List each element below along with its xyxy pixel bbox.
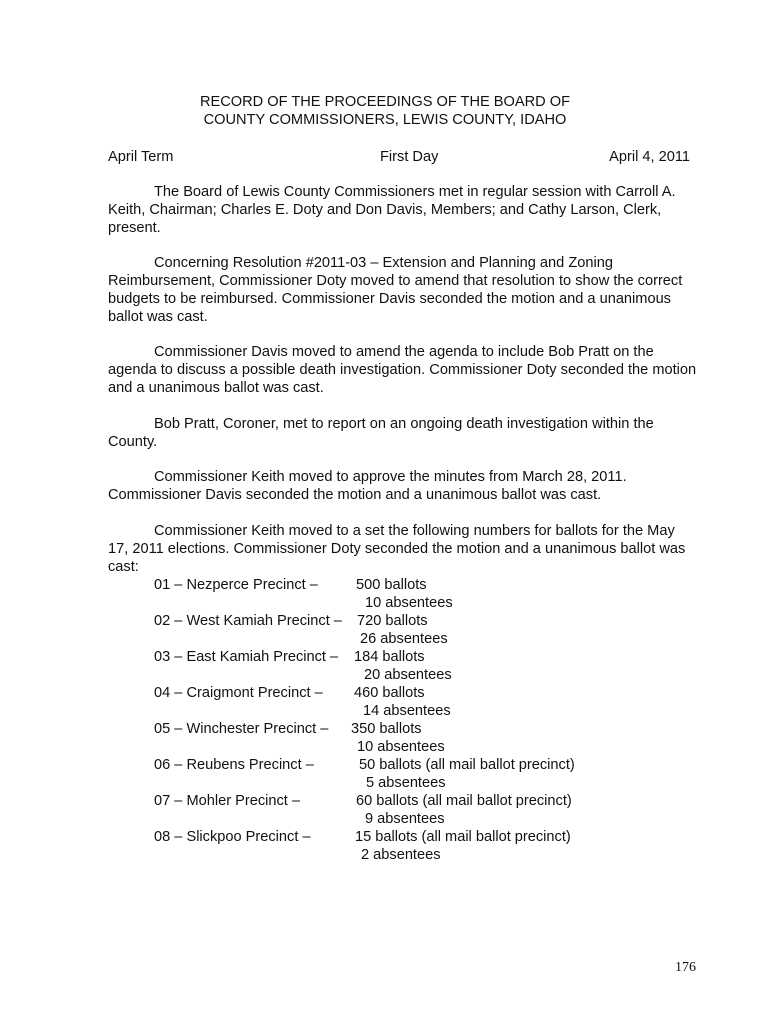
- precinct-absentee-row: [0, 702, 770, 720]
- precinct-name: 03 – East Kamiah Precinct –: [154, 649, 339, 665]
- paragraph-attendance: The Board of Lewis County Commissioners met in regular session with Carroll A. Keith, Chairman; Charles E. Doty and Don Davis, Members; and Cathy Larson, Clerk, present.: [108, 184, 676, 236]
- precinct-absentees: 2 absentees: [361, 847, 441, 863]
- precinct-absentees: 10 absentees: [365, 595, 453, 611]
- term-row: [108, 148, 690, 166]
- page-number: 176: [675, 960, 696, 975]
- precinct-ballots: 184 ballots: [354, 649, 425, 665]
- precinct-row: [0, 756, 770, 774]
- precinct-absentee-row: [0, 594, 770, 612]
- paragraph-resolution: Concerning Resolution #2011-03 – Extension and Planning and Zoning Reimbursement, Commissioner Doty moved to amend that resolution to show the correct budgets to be reimbursed. Commissioner Davis seconded the motion and a unanimous ballot was cast.: [108, 255, 683, 325]
- precinct-absentees: 9 absentees: [365, 811, 445, 827]
- precinct-row: [0, 612, 770, 630]
- precinct-absentees: 20 absentees: [364, 667, 452, 683]
- precinct-absentees: 5 absentees: [366, 775, 446, 791]
- precinct-row: [0, 720, 770, 738]
- paragraph-coroner-report: Bob Pratt, Coroner, met to report on an ongoing death investigation within the County.: [108, 416, 654, 450]
- precinct-name: 08 – Slickpoo Precinct –: [154, 829, 311, 845]
- precinct-absentee-row: [0, 738, 770, 756]
- precinct-absentee-row: [0, 846, 770, 864]
- precinct-row: [0, 648, 770, 666]
- paragraph-ballot-numbers: Commissioner Keith moved to a set the following numbers for ballots for the May 17, 2011 elections. Commissioner Doty seconded the motion and a unanimous ballot was cast:: [108, 523, 686, 575]
- precinct-absentees: 10 absentees: [357, 739, 445, 755]
- precinct-absentee-row: [0, 630, 770, 648]
- precinct-ballots: 500 ballots: [356, 577, 427, 593]
- paragraph-agenda-amendment: Commissioner Davis moved to amend the agenda to include Bob Pratt on the agenda to discuss a possible death investigation. Commissioner Doty seconded the motion and a unanimous ballot was cast.: [108, 344, 697, 396]
- precinct-absentee-row: [0, 774, 770, 792]
- precinct-name: 07 – Mohler Precinct –: [154, 793, 301, 809]
- term-label: April Term: [108, 149, 174, 165]
- precinct-row: [0, 792, 770, 810]
- precinct-absentees: 26 absentees: [360, 631, 448, 647]
- precinct-ballots: 460 ballots: [354, 685, 425, 701]
- precinct-ballots: 720 ballots: [357, 613, 428, 629]
- precinct-absentees: 14 absentees: [363, 703, 451, 719]
- precinct-row: [0, 576, 770, 594]
- precinct-absentee-row: [0, 666, 770, 684]
- precinct-name: 05 – Winchester Precinct –: [154, 721, 329, 737]
- document-title-line-2: COUNTY COMMISSIONERS, LEWIS COUNTY, IDAHO: [203, 112, 567, 128]
- document-title-line-1: RECORD OF THE PROCEEDINGS OF THE BOARD OF: [199, 94, 571, 110]
- precinct-name: 01 – Nezperce Precinct –: [154, 577, 318, 593]
- day-label: First Day: [380, 149, 439, 165]
- precinct-ballots: 50 ballots (all mail ballot precinct): [359, 757, 575, 773]
- precinct-ballots: 60 ballots (all mail ballot precinct): [356, 793, 572, 809]
- date-label: April 4, 2011: [609, 149, 690, 165]
- precinct-row: [0, 684, 770, 702]
- precinct-row: [0, 828, 770, 846]
- precinct-name: 06 – Reubens Precinct –: [154, 757, 314, 773]
- precinct-ballots: 15 ballots (all mail ballot precinct): [355, 829, 571, 845]
- precinct-name: 02 – West Kamiah Precinct –: [154, 613, 342, 629]
- precinct-absentee-row: [0, 810, 770, 828]
- paragraph-minutes-approval: Commissioner Keith moved to approve the minutes from March 28, 2011. Commissioner Davis seconded the motion and a unanimous ballot was cast.: [108, 469, 627, 503]
- precinct-ballots: 350 ballots: [351, 721, 422, 737]
- precinct-name: 04 – Craigmont Precinct –: [154, 685, 323, 701]
